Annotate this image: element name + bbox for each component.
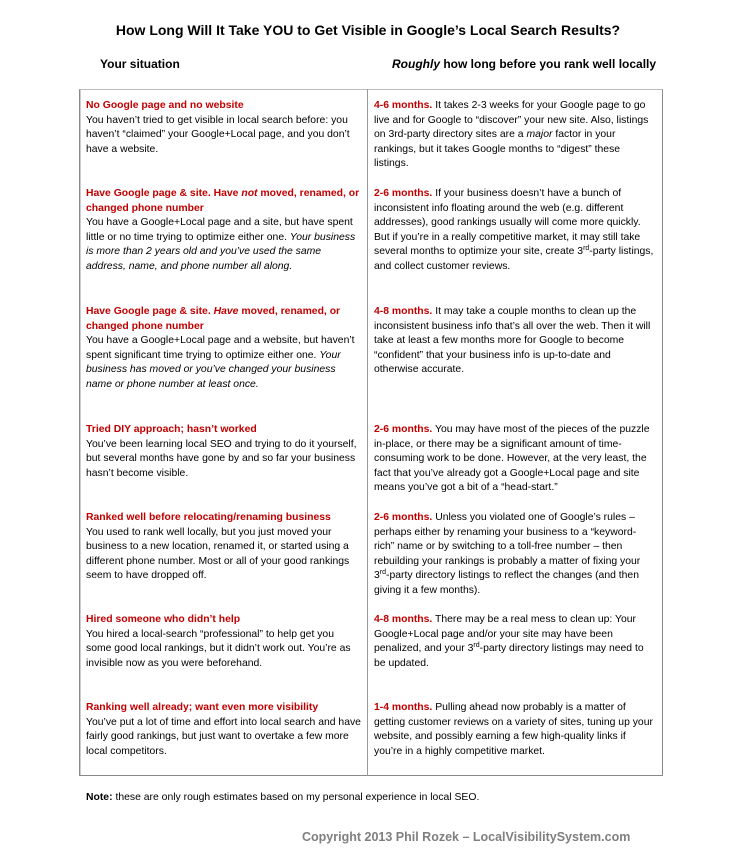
situation-heading: Ranked well before relocating/renaming business [86, 512, 331, 523]
situation-description-text: You have a Google+Local page and a site, but have spent little or no time trying to optimize either one. [86, 217, 353, 243]
duration-text: -party directory listings may need to be updated. [374, 643, 644, 669]
duration-label: 2-6 months. [374, 188, 433, 199]
situation-description-text: You have a Google+Local page and a website, but haven’t spent significant time trying to optimize either one. [86, 335, 355, 361]
situation-description-italic: Your business is more than 2 years old and you’ve used the same address, name, and phone number all along. [86, 231, 356, 272]
situation-heading-text: moved, renamed, or changed phone number [86, 188, 360, 214]
situation-heading [86, 187, 362, 216]
situation-cell [86, 511, 362, 584]
duration-text: If your business doesn’t have a bunch of inconsistent info floating around the web (e.g. different addresses), good rankings usually will come more quickly. But if you’re in a really competitive market, it may still take several months to optimize your site, create 3 [374, 188, 641, 258]
situation-description [86, 334, 362, 392]
duration-cell [374, 613, 656, 671]
situation-cell [86, 423, 362, 481]
duration-cell [374, 701, 656, 759]
duration-text: Unless you violated one of Google’s rules – perhaps either by renaming your business to a “keyword-rich” name or by switching to a toll-free number – then rebuilding your rankings is probably a matter of fixing your 3 [374, 512, 641, 582]
duration-label: 2-6 months. [374, 512, 433, 523]
situation-heading [86, 305, 362, 334]
situation-description: You haven’t tried to get visible in local search before: you haven’t “claimed” your Google+Local page, and you don’t have a website. [86, 114, 350, 155]
situation-description: You’ve put a lot of time and effort into local search and have fairly good rankings, but just want to overtake a few more local competitors. [86, 716, 361, 757]
column-header-situation: Your situation [100, 57, 180, 71]
footnote [86, 792, 479, 803]
situation-heading-text: Have Google page & site. Have [86, 188, 242, 199]
duration-text: It may take a couple months to clean up the inconsistent business info that’s all over the web. Then it will take at least a few months more for Google to become “confident” that your business info is up-to-date and otherwise accurate. [374, 306, 651, 376]
situation-cell [86, 613, 362, 671]
situation-description: You hired a local-search “professional” to help get you some good local rankings, but it didn’t work out. You’re as invisible now as you were beforehand. [86, 628, 351, 669]
footnote-text: these are only rough estimates based on my personal experience in local SEO. [112, 792, 480, 803]
duration-text: It takes 2-3 weeks for your Google page to go live and for Google to “discover” your new site. Also, listings on 3rd-party directory sites are a [374, 100, 649, 141]
duration-text: -party directory listings to reflect the changes (and then giving it a few months). [374, 570, 639, 596]
situation-heading-text: moved, renamed, or changed phone number [86, 306, 341, 332]
situation-description [86, 216, 362, 274]
situation-cell [86, 99, 362, 157]
situation-cell [86, 305, 362, 393]
situation-heading: Ranking well already; want even more visibility [86, 702, 319, 713]
duration-cell [374, 99, 656, 172]
duration-label: 1-4 months. [374, 702, 433, 713]
situation-description: You’ve been learning local SEO and trying to do it yourself, but several months have gone by and so far your business hasn’t become visible. [86, 438, 357, 479]
situation-description: You used to rank well locally, but you just moved your business to a new location, renamed it, or started using a different phone number. Most or all of your good rankings seem to have dropped off. [86, 526, 350, 582]
footnote-label: Note: [86, 792, 113, 803]
situation-heading: No Google page and no website [86, 100, 244, 111]
superscript: rd [583, 245, 590, 253]
duration-label: 4-8 months. [374, 614, 433, 625]
duration-text: Pulling ahead now probably is a matter of getting customer reviews on a variety of sites, tuning up your website, and possibly earning a few high-quality links if you’re in a highly competitive market. [374, 702, 653, 757]
duration-label: 4-6 months. [374, 100, 433, 111]
column-divider [367, 89, 368, 776]
duration-text: -party listings, and collect customer reviews. [374, 246, 654, 272]
situation-heading-text: Have Google page & site. [86, 306, 214, 317]
duration-text: You may have most of the pieces of the puzzle in-place, or there may be a significant amount of time-consuming work to be done. However, at the very least, the fact that you’ve already got a Google+Local page and site means you’ve got a bit of a “head-start.” [374, 424, 650, 494]
superscript: rd [379, 569, 387, 577]
column-header-duration-text: how long before you rank well locally [440, 57, 657, 71]
duration-text: factor in your rankings, but it takes Google months to “digest” these listings. [374, 129, 621, 170]
situation-description-italic: Your business has moved or you’ve changed your business name or phone number at least once. [86, 349, 341, 390]
duration-label: 2-6 months. [374, 424, 433, 435]
duration-text-italic: major [526, 129, 553, 141]
superscript: rd [473, 642, 480, 650]
situation-heading: Hired someone who didn’t help [86, 614, 241, 625]
situation-cell [86, 701, 362, 759]
situation-cell [86, 187, 362, 275]
duration-cell [374, 511, 656, 599]
situation-heading: Tried DIY approach; hasn’t worked [86, 424, 257, 435]
duration-cell [374, 423, 656, 496]
column-header-duration [392, 57, 656, 71]
duration-text: There may be a real mess to clean up: Your Google+Local page and/or your site may have been penalized, and your 3 [374, 614, 637, 655]
duration-cell [374, 187, 656, 275]
duration-cell [374, 305, 656, 378]
duration-label: 4-8 months. [374, 306, 433, 317]
situation-heading-italic: Have [213, 306, 239, 317]
situation-heading-italic: not [241, 188, 258, 199]
copyright: Copyright 2013 Phil Rozek – LocalVisibilitySystem.com [302, 830, 631, 844]
page-title: How Long Will It Take YOU to Get Visible in Google’s Local Search Results? [115, 22, 621, 38]
column-header-roughly: Roughly [392, 57, 440, 71]
